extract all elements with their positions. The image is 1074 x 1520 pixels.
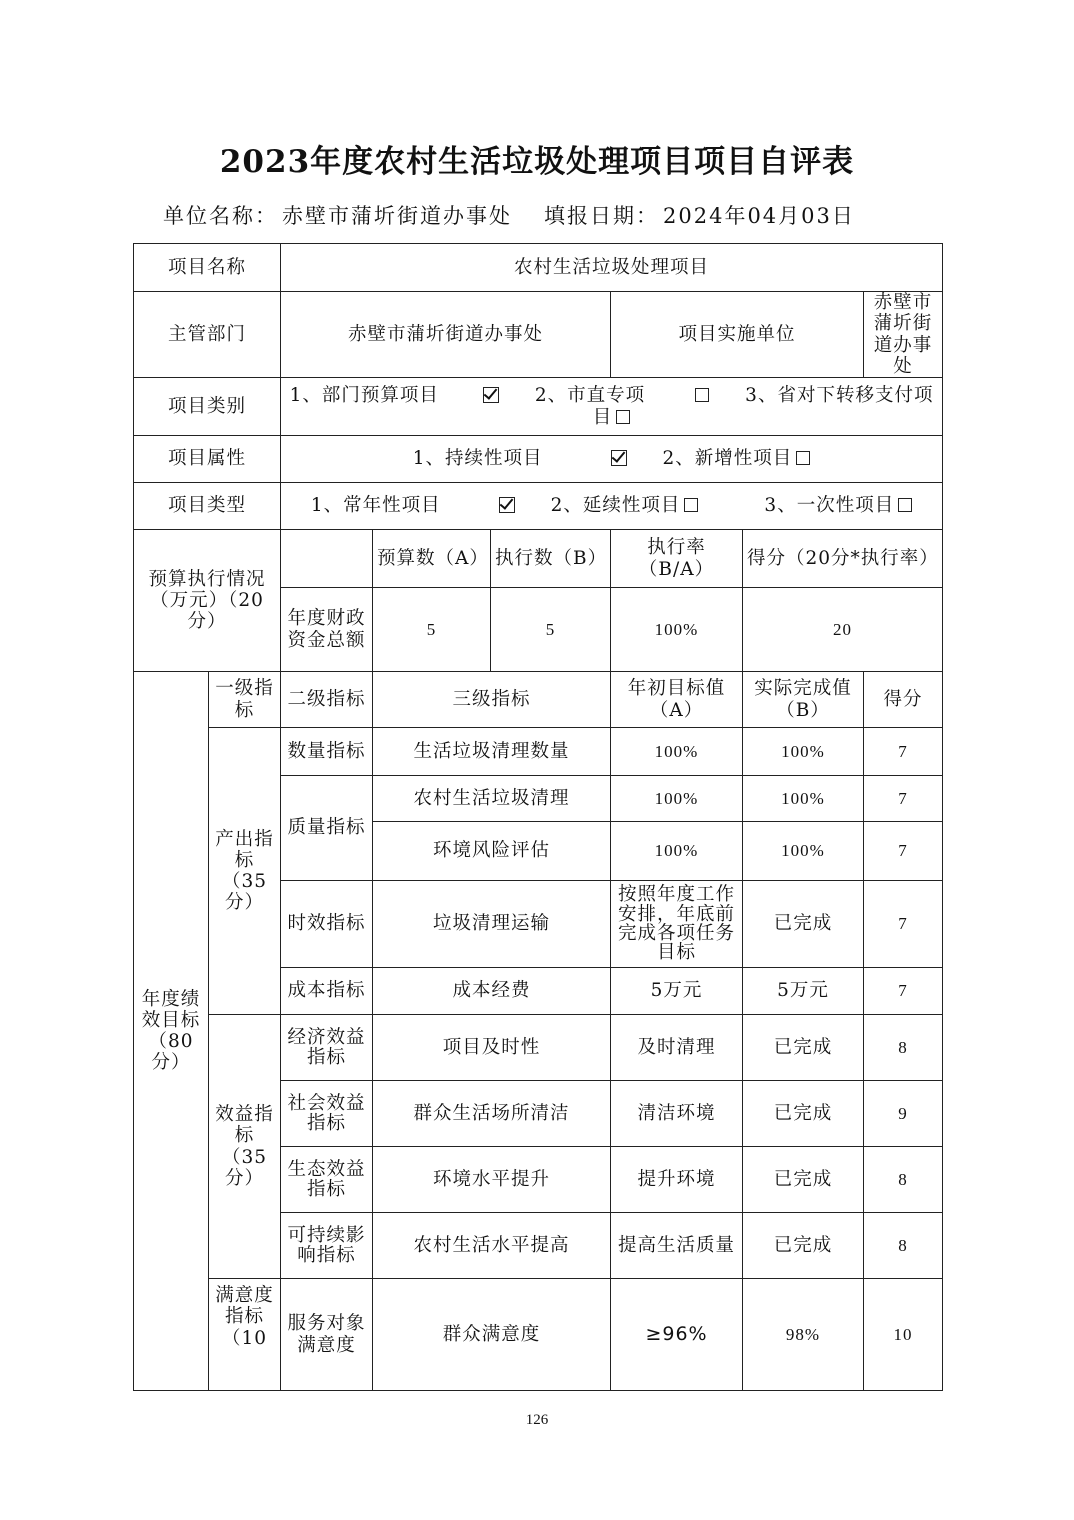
budget-header-b: 执行数（B） xyxy=(491,530,611,588)
level3-cell: 农村生活水平提高 xyxy=(373,1213,611,1279)
impl-unit-label: 项目实施单位 xyxy=(611,292,864,378)
unit-value: 赤壁市蒲圻街道办事处 xyxy=(282,204,512,228)
level3-cell: 群众满意度 xyxy=(373,1279,611,1391)
header-info xyxy=(163,200,859,230)
page-number: 126 xyxy=(525,1412,549,1428)
header-actual: 实际完成值（B） xyxy=(743,672,864,728)
level2-cell: 经济效益指标 xyxy=(281,1015,373,1081)
table-row xyxy=(134,1279,943,1391)
score-cell: 7 xyxy=(864,968,943,1015)
header-score: 得分 xyxy=(864,672,943,728)
budget-row-label: 年度财政资金总额 xyxy=(281,588,373,672)
level3-cell: 垃圾清理运输 xyxy=(373,881,611,968)
actual-cell: 100% xyxy=(743,822,864,881)
checked-box-icon[interactable] xyxy=(499,497,515,513)
target-cell: 及时清理 xyxy=(611,1015,743,1081)
target-cell: 100% xyxy=(611,728,743,776)
execution-rate: 100% xyxy=(611,588,743,672)
score-cell: 7 xyxy=(864,776,943,822)
type-opt3-label: 3、一次性项目 xyxy=(764,495,895,517)
level3-cell: 群众生活场所清洁 xyxy=(373,1081,611,1147)
attribute-opt1-label: 1、持续性项目 xyxy=(412,448,543,470)
level2-cell: 数量指标 xyxy=(281,728,373,776)
actual-cell: 5万元 xyxy=(743,968,864,1015)
category-opt2-label: 2、市直专项 xyxy=(534,385,646,407)
level2-cell: 社会效益指标 xyxy=(281,1081,373,1147)
level3-cell: 环境水平提升 xyxy=(373,1147,611,1213)
level2-cell: 成本指标 xyxy=(281,968,373,1015)
actual-cell: 98% xyxy=(743,1279,864,1391)
score-cell: 7 xyxy=(864,822,943,881)
budget-section-label: 预算执行情况（万元）（20分） xyxy=(134,530,281,672)
header-level1: 一级指标 xyxy=(209,672,281,728)
budget-header-blank xyxy=(281,530,373,588)
attribute-opt2-label: 2、新增性项目 xyxy=(662,448,793,470)
level2-cell: 质量指标 xyxy=(281,776,373,881)
target-cell: 100% xyxy=(611,822,743,881)
impl-unit-value: 赤壁市蒲圻街道办事处 xyxy=(864,292,943,378)
level2-cell: 生态效益指标 xyxy=(281,1147,373,1213)
target-cell: 5万元 xyxy=(611,968,743,1015)
target-cell: 按照年度工作安排，年底前完成各项任务目标 xyxy=(611,881,743,968)
actual-cell: 已完成 xyxy=(743,1015,864,1081)
table-row xyxy=(134,728,943,776)
budget-header-score: 得分（20分*执行率） xyxy=(743,530,943,588)
level3-cell: 环境风险评估 xyxy=(373,822,611,881)
group-label-benefit: 效益指标（35分） xyxy=(209,1015,281,1279)
category-options xyxy=(281,378,943,436)
unchecked-box-icon[interactable] xyxy=(796,451,810,465)
level2-cell: 服务对象满意度 xyxy=(281,1279,373,1391)
dept-value: 赤壁市蒲圻街道办事处 xyxy=(281,292,611,378)
category-label: 项目类别 xyxy=(134,378,281,436)
header-target: 年初目标值（A） xyxy=(611,672,743,728)
executed-value: 5 xyxy=(491,588,611,672)
target-cell: 100% xyxy=(611,776,743,822)
category-opt1-label: 1、部门预算项目 xyxy=(289,385,439,407)
budget-value: 5 xyxy=(373,588,491,672)
type-options xyxy=(281,483,943,530)
dept-label: 主管部门 xyxy=(134,292,281,378)
date-label: 填报日期： xyxy=(544,204,659,228)
level3-cell: 项目及时性 xyxy=(373,1015,611,1081)
score-cell: 8 xyxy=(864,1147,943,1213)
score-cell: 9 xyxy=(864,1081,943,1147)
checked-box-icon[interactable] xyxy=(611,450,627,466)
score-cell: 8 xyxy=(864,1213,943,1279)
actual-cell: 100% xyxy=(743,776,864,822)
category-opt3-label: 3、省对下转移支付项目 xyxy=(592,385,934,428)
attribute-options xyxy=(281,436,943,483)
score-cell: 10 xyxy=(864,1279,943,1391)
checked-box-icon[interactable] xyxy=(483,387,499,403)
group-label-satisfaction: 满意度指标（10 xyxy=(209,1279,281,1391)
target-cell: 提升环境 xyxy=(611,1147,743,1213)
unchecked-box-icon[interactable] xyxy=(616,410,630,424)
target-cell: 提高生活质量 xyxy=(611,1213,743,1279)
budget-header-a: 预算数（A） xyxy=(373,530,491,588)
level2-cell: 时效指标 xyxy=(281,881,373,968)
level2-cell: 可持续影响指标 xyxy=(281,1213,373,1279)
header-level2: 二级指标 xyxy=(281,672,373,728)
budget-score: 20 xyxy=(743,588,943,672)
group-label-output: 产出指标（35分） xyxy=(209,728,281,1015)
attribute-label: 项目属性 xyxy=(134,436,281,483)
table-row xyxy=(134,1015,943,1081)
unit-label: 单位名称： xyxy=(163,204,278,228)
level3-cell: 成本经费 xyxy=(373,968,611,1015)
header-level3: 三级指标 xyxy=(373,672,611,728)
score-cell: 7 xyxy=(864,728,943,776)
evaluation-table xyxy=(133,243,943,1391)
actual-cell: 已完成 xyxy=(743,1081,864,1147)
performance-section-label: 年度绩效目标（80分） xyxy=(134,672,209,1391)
score-cell: 8 xyxy=(864,1015,943,1081)
unchecked-box-icon[interactable] xyxy=(684,498,698,512)
project-name-label: 项目名称 xyxy=(134,244,281,292)
type-opt2-label: 2、延续性项目 xyxy=(550,495,681,517)
unchecked-box-icon[interactable] xyxy=(898,498,912,512)
actual-cell: 已完成 xyxy=(743,881,864,968)
target-cell: 清洁环境 xyxy=(611,1081,743,1147)
page-title: 2023年度农村生活垃圾处理项目项目自评表 xyxy=(219,144,855,180)
actual-cell: 已完成 xyxy=(743,1213,864,1279)
level3-cell: 生活垃圾清理数量 xyxy=(373,728,611,776)
target-cell: ≥96% xyxy=(611,1279,743,1391)
budget-header-rate: 执行率（B/A） xyxy=(611,530,743,588)
project-name-value: 农村生活垃圾处理项目 xyxy=(281,244,943,292)
level3-cell: 农村生活垃圾清理 xyxy=(373,776,611,822)
actual-cell: 100% xyxy=(743,728,864,776)
unchecked-box-icon[interactable] xyxy=(695,388,709,402)
date-value: 2024年04月03日 xyxy=(663,204,855,228)
type-opt1-label: 1、常年性项目 xyxy=(310,495,441,517)
score-cell: 7 xyxy=(864,881,943,968)
actual-cell: 已完成 xyxy=(743,1147,864,1213)
type-label: 项目类型 xyxy=(134,483,281,530)
